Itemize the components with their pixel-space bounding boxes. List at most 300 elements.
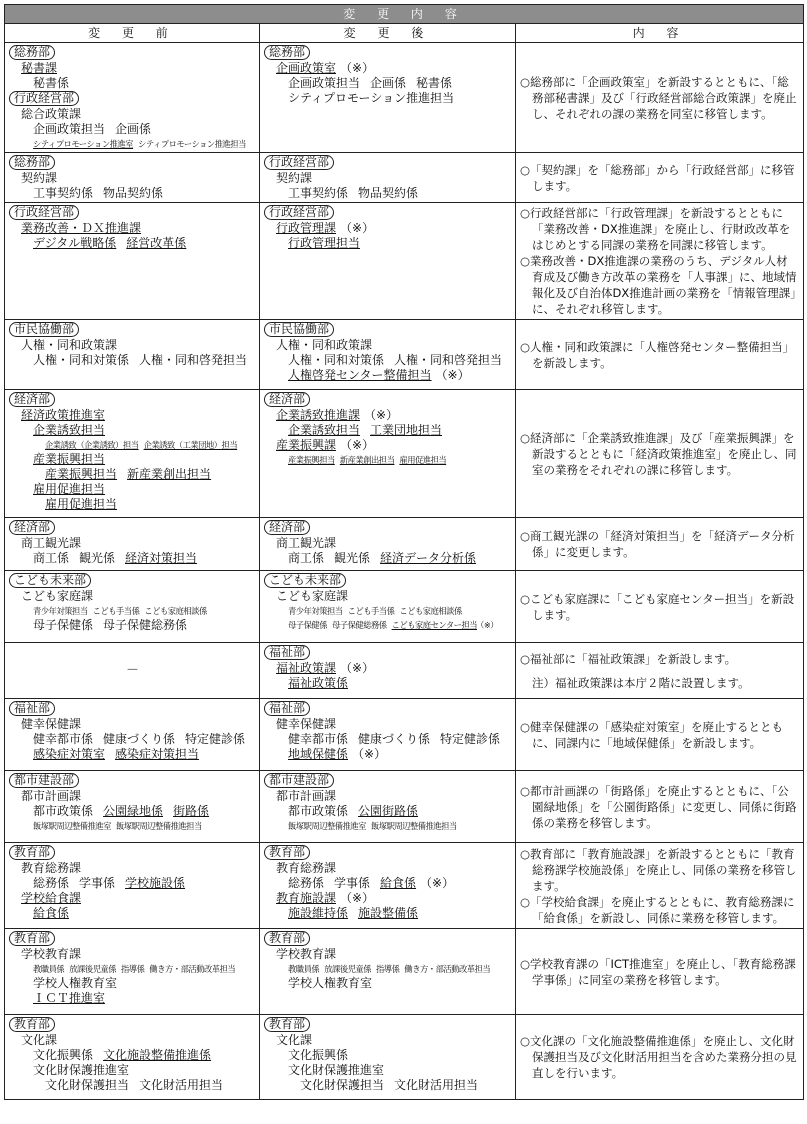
after-org-unit: 地域保健係 <box>288 747 349 761</box>
before-org-unit: こども手当係 <box>92 606 140 616</box>
after-org-unit: 人権啓発センター整備担当 <box>288 368 432 382</box>
after-cell <box>260 153 516 203</box>
before-org-line <box>9 236 256 251</box>
after-org-line <box>264 604 512 618</box>
before-org-unit: 経済政策推進室 <box>21 408 106 422</box>
before-org-line <box>9 732 256 747</box>
before-org-unit: 契約課 <box>21 171 58 185</box>
before-org-line <box>9 438 256 452</box>
before-department-label: 市民協働部 <box>9 322 79 337</box>
content-cell <box>516 643 804 699</box>
after-department-label: 教育部 <box>264 931 310 946</box>
after-org-unit: 指導係 <box>376 964 400 974</box>
before-org-line <box>9 717 256 732</box>
before-org-unit: 経営改革係 <box>126 236 187 250</box>
before-cell <box>5 643 260 699</box>
after-org-unit: 青少年対策担当 <box>288 606 343 616</box>
before-org-unit: 公園緑地係 <box>103 804 164 818</box>
before-org-line <box>9 353 256 368</box>
before-org-unit: 総務係 <box>33 876 70 890</box>
before-org-line <box>9 861 256 876</box>
content-paragraph: ○学校教育課の「ICT推進室」を廃止し、「教育総務課学事係」に同室の業務を移管します。 <box>520 956 796 987</box>
before-org-unit: 経済対策担当 <box>125 551 198 565</box>
before-org-unit: 母子保健係 <box>33 618 94 632</box>
before-org-line <box>9 221 256 236</box>
after-org-line <box>264 861 512 876</box>
after-org-line <box>264 453 512 467</box>
after-org-line <box>264 423 512 438</box>
before-department-label: 経済部 <box>9 392 55 407</box>
before-department-line <box>9 573 256 589</box>
content-paragraph: ○行政経営部に「行政管理課」を新設するとともに「業務改善・DX推進課」を廃止し、行財政改革をはじめとする同課の業務を同課に移管します。 <box>520 206 791 252</box>
before-org-unit: 産業振興担当 <box>45 467 118 481</box>
content-cell <box>516 518 804 571</box>
after-org-unit: 働き方・部活動改革担当 <box>404 964 491 974</box>
after-org-unit: 行政管理課 <box>276 221 337 235</box>
content-paragraph: ○業務改善・DX推進課の業務のうち、デジタル人材育成及び働き方改革の業務を「人事課」に、地域情報化及び自治体DX推進計画の業務を「情報管理課」に、それぞれ移管します。 <box>520 254 797 316</box>
table-title: 変 更 内 容 <box>5 5 804 24</box>
before-org-unit: 企業誘致（企業誘致）担当 <box>45 440 139 450</box>
before-org-unit: 健幸保健課 <box>21 717 82 731</box>
before-department-line <box>9 520 256 536</box>
before-org-line <box>9 1033 256 1048</box>
after-department-label: 教育部 <box>264 845 310 860</box>
after-org-unit: こども家庭相談係 <box>399 606 462 616</box>
after-department-label: 教育部 <box>264 1017 310 1032</box>
after-org-unit: （※） <box>340 891 375 905</box>
content-cell <box>516 571 804 643</box>
content-cell <box>516 699 804 771</box>
after-department-line <box>264 701 512 717</box>
after-org-line <box>264 61 512 76</box>
before-org-unit: 文化施設整備推進係 <box>103 1048 212 1062</box>
after-cell <box>260 43 516 153</box>
before-org-line <box>9 991 256 1006</box>
before-org-unit: 企業誘致担当 <box>33 423 106 437</box>
before-org-line <box>9 536 256 551</box>
after-department-label: 行政経営部 <box>264 205 334 220</box>
after-org-unit: （※） <box>340 61 375 75</box>
after-org-line <box>264 804 512 819</box>
content-paragraph: ○「学校給食課」を廃止するとともに、教育総務課に「給食係」を新設し、同係に業務を移管します。 <box>520 894 795 925</box>
after-org-unit: 商工係 <box>288 551 325 565</box>
after-org-unit: こども家庭課 <box>276 589 349 603</box>
before-org-unit: 街路係 <box>173 804 210 818</box>
after-org-unit: 行政管理担当 <box>288 236 361 250</box>
before-org-unit: 青少年対策担当 <box>33 606 88 616</box>
content-cell <box>516 1015 804 1100</box>
after-org-line <box>264 947 512 962</box>
after-org-line <box>264 747 512 762</box>
after-org-line <box>264 976 512 991</box>
content-paragraph: ○こども家庭課に「こども家庭センター担当」を新設します。 <box>520 591 795 622</box>
after-org-line <box>264 1063 512 1078</box>
before-org-unit: 感染症対策室 <box>33 747 106 761</box>
before-org-line <box>9 423 256 438</box>
after-department-label: 福祉部 <box>264 701 310 716</box>
before-cell <box>5 1015 260 1100</box>
before-org-unit: 都市計画課 <box>21 789 82 803</box>
before-org-line <box>9 137 256 151</box>
before-org-unit: 飯塚駅周辺整備推進室 <box>33 821 111 831</box>
after-org-line <box>264 732 512 747</box>
after-org-unit: 契約課 <box>276 171 313 185</box>
after-cell <box>260 929 516 1015</box>
before-cell <box>5 43 260 153</box>
before-cell <box>5 203 260 320</box>
after-org-line <box>264 171 512 186</box>
before-org-unit: 秘書係 <box>33 76 70 90</box>
before-org-unit: 文化振興係 <box>33 1048 94 1062</box>
content-paragraph: ○経済部に「企業誘致推進課」及び「産業振興課」を新設するとともに「経済政策推進室」を廃止し、同室の業務をそれぞれの課に移管します。 <box>520 430 797 477</box>
after-org-unit: 健幸保健課 <box>276 717 337 731</box>
after-cell <box>260 518 516 571</box>
before-department-line <box>9 155 256 171</box>
after-org-unit: 観光係 <box>334 551 371 565</box>
after-org-unit: （※） <box>420 876 455 890</box>
after-cell <box>260 643 516 699</box>
after-org-unit: 文化課 <box>276 1033 313 1047</box>
after-org-line <box>264 1048 512 1063</box>
before-org-unit: 感染症対策担当 <box>115 747 200 761</box>
before-cell <box>5 518 260 571</box>
before-org-unit: 企画係 <box>115 122 152 136</box>
content-paragraph: ○商工観光課の「経済対策担当」を「経済データ分析係」に変更します。 <box>520 529 795 559</box>
content-cell <box>516 843 804 929</box>
before-org-unit: 健康づくり係 <box>103 732 176 746</box>
after-org-line <box>264 789 512 804</box>
before-org-unit: 文化課 <box>21 1033 58 1047</box>
before-org-line <box>9 76 256 91</box>
content-paragraph: ○「契約課」を「総務部」から「行政経営部」に移管します。 <box>520 162 795 193</box>
content-paragraph: ○文化課の「文化施設整備推進係」を廃止し、文化財保護担当及び文化財活用担当を含めた業務分担の見直しを行います。 <box>520 1034 797 1080</box>
table-row <box>5 1015 804 1100</box>
content-cell <box>516 771 804 843</box>
before-org-unit: 文化財活用担当 <box>139 1078 224 1092</box>
before-department-line <box>9 701 256 717</box>
content-cell <box>516 43 804 153</box>
before-org-unit: 教職員係 <box>33 964 65 974</box>
after-department-line <box>264 155 512 171</box>
before-org-unit: 雇用促進担当 <box>33 482 106 496</box>
before-org-unit: 総合政策課 <box>21 107 82 121</box>
after-org-line <box>264 589 512 604</box>
after-org-line <box>264 408 512 423</box>
after-org-unit: 人権・同和対策係 <box>288 353 385 367</box>
after-department-line <box>264 322 512 338</box>
before-org-unit: 物品契約係 <box>103 186 164 200</box>
before-org-line <box>9 947 256 962</box>
after-org-unit: 文化財保護推進室 <box>288 1063 385 1077</box>
after-org-line <box>264 661 512 676</box>
after-org-unit: 新産業創出担当 <box>339 455 395 465</box>
after-org-unit: 母子保健係 <box>288 620 327 630</box>
before-department-line <box>9 91 256 107</box>
before-org-unit: 人権・同和政策課 <box>21 338 118 352</box>
content-cell <box>516 390 804 518</box>
content-cell <box>516 153 804 203</box>
before-org-unit: デジタル戦略係 <box>33 236 117 250</box>
before-org-line <box>9 408 256 423</box>
content-paragraph: ○人権・同和政策課に「人権啓発センター整備担当」を新設します。 <box>520 339 795 370</box>
after-org-unit: 飯塚駅周辺整備推進室 <box>288 821 366 831</box>
content-cell <box>516 929 804 1015</box>
before-org-line <box>9 467 256 482</box>
after-department-label: 福祉部 <box>264 645 310 660</box>
table-row <box>5 518 804 571</box>
before-org-unit: 人権・同和対策係 <box>33 353 130 367</box>
after-org-line <box>264 551 512 566</box>
before-org-line <box>9 976 256 991</box>
before-org-unit: 教育総務課 <box>21 861 82 875</box>
before-department-label: 教育部 <box>9 931 55 946</box>
before-org-line <box>9 906 256 921</box>
before-department-line <box>9 322 256 338</box>
table-row <box>5 699 804 771</box>
before-org-unit: 商工係 <box>33 551 70 565</box>
before-none-mark: － <box>125 663 139 678</box>
after-org-unit: 企業誘致担当 <box>288 423 361 437</box>
before-org-unit: 企業誘致（工業団地）担当 <box>143 440 238 450</box>
before-department-label: 福祉部 <box>9 701 55 716</box>
before-org-unit: 学校給食課 <box>21 891 82 905</box>
after-org-unit: 施設維持係 <box>288 906 349 920</box>
table-row <box>5 390 804 518</box>
before-org-unit: 特定健診係 <box>185 732 246 746</box>
before-org-line <box>9 962 256 976</box>
after-org-unit: シティプロモーション推進担当 <box>288 91 455 105</box>
after-department-line <box>264 845 512 861</box>
before-department-label: 行政経営部 <box>9 91 79 106</box>
content-paragraph: ○健幸保健課の「感染症対策室」を廃止するとともに、同課内に「地域保健係」を新設します。 <box>520 719 784 750</box>
before-department-label: 総務部 <box>9 155 55 170</box>
before-org-unit: 健幸都市係 <box>33 732 94 746</box>
before-org-line <box>9 107 256 122</box>
after-department-line <box>264 773 512 789</box>
before-org-unit: 学校施設係 <box>125 876 186 890</box>
after-org-unit: 人権・同和政策課 <box>276 338 373 352</box>
before-department-line <box>9 845 256 861</box>
before-department-label: こども未来部 <box>9 573 91 588</box>
before-org-unit: 人権・同和啓発担当 <box>139 353 248 367</box>
after-department-label: 経済部 <box>264 520 310 535</box>
before-org-line <box>9 338 256 353</box>
after-org-unit: 商工観光課 <box>276 536 337 550</box>
before-department-line <box>9 45 256 61</box>
before-org-unit: 母子保健総務係 <box>103 618 188 632</box>
before-cell <box>5 390 260 518</box>
before-org-line <box>9 452 256 467</box>
after-org-line <box>264 221 512 236</box>
before-org-line <box>9 122 256 137</box>
before-org-line <box>9 604 256 618</box>
before-org-unit: 新産業創出担当 <box>127 467 212 481</box>
after-org-unit: （※） <box>340 221 375 235</box>
before-department-label: 教育部 <box>9 1017 55 1032</box>
after-org-unit: 学校人権教育室 <box>288 976 373 990</box>
after-org-line <box>264 438 512 453</box>
after-org-unit: （※） <box>352 747 387 761</box>
after-org-unit: （※） <box>364 408 399 422</box>
title-row <box>5 5 804 24</box>
content-paragraph: ○都市計画課の「街路係」を廃止するとともに、「公園緑地係」を「公園街路係」に変更し、同係に街路係の業務を移管します。 <box>520 783 797 830</box>
after-department-label: 経済部 <box>264 392 310 407</box>
table-row <box>5 153 804 203</box>
after-department-label: 都市建設部 <box>264 773 334 788</box>
after-org-unit: （※） <box>340 661 375 675</box>
before-department-line <box>9 392 256 408</box>
before-org-unit: 観光係 <box>79 551 116 565</box>
before-org-unit: 給食係 <box>33 906 70 920</box>
after-org-line <box>264 819 512 833</box>
before-department-label: 行政経営部 <box>9 205 79 220</box>
table-row <box>5 929 804 1015</box>
content-paragraph: ○福祉部に「福祉政策課」を新設します。 <box>520 651 737 666</box>
header-after: 変 更 後 <box>260 24 516 43</box>
before-department-label: 教育部 <box>9 845 55 860</box>
after-org-line <box>264 618 512 632</box>
after-department-line <box>264 931 512 947</box>
before-org-unit: 働き方・部活動改革担当 <box>149 964 236 974</box>
before-org-unit: 業務改善・ＤＸ推進課 <box>21 221 142 235</box>
before-org-unit: 学校人権教育室 <box>33 976 118 990</box>
after-org-unit: 健幸都市係 <box>288 732 349 746</box>
content-cell <box>516 320 804 390</box>
table-row <box>5 571 804 643</box>
after-org-unit: 福祉政策係 <box>288 676 349 690</box>
before-org-unit: 放課後児童係 <box>69 964 116 974</box>
after-department-line <box>264 1017 512 1033</box>
after-org-line <box>264 91 512 106</box>
after-org-unit: 文化財保護担当 <box>300 1078 385 1092</box>
before-org-unit: シティプロモーション推進担当 <box>138 139 246 149</box>
after-org-line <box>264 891 512 906</box>
before-org-line <box>9 171 256 186</box>
after-department-label: 市民協働部 <box>264 322 334 337</box>
after-org-line <box>264 536 512 551</box>
before-cell <box>5 571 260 643</box>
before-cell <box>5 320 260 390</box>
before-org-line <box>9 789 256 804</box>
after-org-unit: 文化財活用担当 <box>394 1078 479 1092</box>
after-org-unit: 秘書係 <box>416 76 453 90</box>
after-org-line <box>264 676 512 691</box>
after-cell <box>260 571 516 643</box>
before-department-label: 都市建設部 <box>9 773 79 788</box>
after-department-line <box>264 573 512 589</box>
before-org-line <box>9 482 256 497</box>
before-org-unit: 学事係 <box>79 876 116 890</box>
after-org-unit: 企業誘致推進課 <box>276 408 361 422</box>
after-org-line <box>264 368 512 383</box>
after-org-unit: 教育施設課 <box>276 891 337 905</box>
after-department-label: 行政経営部 <box>264 155 334 170</box>
after-cell <box>260 843 516 929</box>
table-row <box>5 643 804 699</box>
after-org-unit: 教職員係 <box>288 964 320 974</box>
after-org-line <box>264 236 512 251</box>
before-org-unit: 文化財保護担当 <box>45 1078 130 1092</box>
before-org-line <box>9 186 256 201</box>
before-org-line <box>9 1063 256 1078</box>
after-cell <box>260 390 516 518</box>
after-org-unit: 福祉政策課 <box>276 661 337 675</box>
before-org-unit: 都市政策係 <box>33 804 94 818</box>
after-org-unit: （※） <box>435 368 470 382</box>
after-department-line <box>264 392 512 408</box>
after-org-unit: 企画政策担当 <box>288 76 361 90</box>
before-org-line <box>9 804 256 819</box>
content-paragraph: ○総務部に「企画政策室」を新設するとともに、「総務部秘書課」及び「行政経営部総合政策課」を廃止し、それぞれの課の業務を同室に移管します。 <box>520 74 797 121</box>
after-cell <box>260 771 516 843</box>
after-org-unit: （※） <box>476 620 499 630</box>
after-org-unit: 工業団地担当 <box>370 423 443 437</box>
before-cell <box>5 843 260 929</box>
before-org-unit: ＩＣＴ推進室 <box>33 991 106 1005</box>
before-org-line <box>9 747 256 762</box>
after-org-unit: 健康づくり係 <box>358 732 431 746</box>
after-org-unit: こども家庭センター担当 <box>391 620 478 630</box>
before-org-unit: 商工観光課 <box>21 536 82 550</box>
after-org-unit: 学校教育課 <box>276 947 337 961</box>
after-org-line <box>264 962 512 976</box>
after-org-unit: 都市政策係 <box>288 804 349 818</box>
after-org-unit: 工事契約係 <box>288 186 349 200</box>
table-row <box>5 843 804 929</box>
after-org-unit: 給食係 <box>380 876 417 890</box>
change-table <box>4 4 804 1100</box>
after-org-line <box>264 338 512 353</box>
before-org-line <box>9 1078 256 1093</box>
table-row <box>5 771 804 843</box>
after-department-label: こども未来部 <box>264 573 346 588</box>
after-department-label: 総務部 <box>264 45 310 60</box>
after-cell <box>260 203 516 320</box>
before-department-line <box>9 931 256 947</box>
after-org-unit: 物品契約係 <box>358 186 419 200</box>
before-org-unit: シティプロモーション推進室 <box>33 139 134 149</box>
after-org-unit: 雇用促進担当 <box>399 455 447 465</box>
before-org-line <box>9 497 256 512</box>
after-org-line <box>264 717 512 732</box>
after-org-unit: 産業振興担当 <box>288 455 335 465</box>
header-before: 変 更 前 <box>5 24 260 43</box>
after-org-unit: 飯塚駅周辺整備推進担当 <box>370 821 457 831</box>
before-org-unit: 学校教育課 <box>21 947 82 961</box>
after-org-unit: 学事係 <box>334 876 371 890</box>
header-content: 内 容 <box>516 24 804 43</box>
header-row <box>5 24 804 43</box>
table-row <box>5 203 804 320</box>
before-department-line <box>9 1017 256 1033</box>
before-org-unit: 産業振興担当 <box>33 452 106 466</box>
before-org-line <box>9 891 256 906</box>
after-org-line <box>264 186 512 201</box>
after-cell <box>260 320 516 390</box>
after-cell <box>260 699 516 771</box>
before-org-line <box>9 876 256 891</box>
before-cell <box>5 699 260 771</box>
after-org-unit: （※） <box>340 438 375 452</box>
before-org-unit: 指導係 <box>121 964 145 974</box>
after-department-line <box>264 645 512 661</box>
after-org-unit: 文化振興係 <box>288 1048 349 1062</box>
before-org-unit: 文化財保護推進室 <box>33 1063 130 1077</box>
after-org-unit: こども手当係 <box>347 606 395 616</box>
after-cell <box>260 1015 516 1100</box>
after-org-unit: 経済データ分析係 <box>380 551 477 565</box>
before-org-unit: 秘書課 <box>21 61 58 75</box>
